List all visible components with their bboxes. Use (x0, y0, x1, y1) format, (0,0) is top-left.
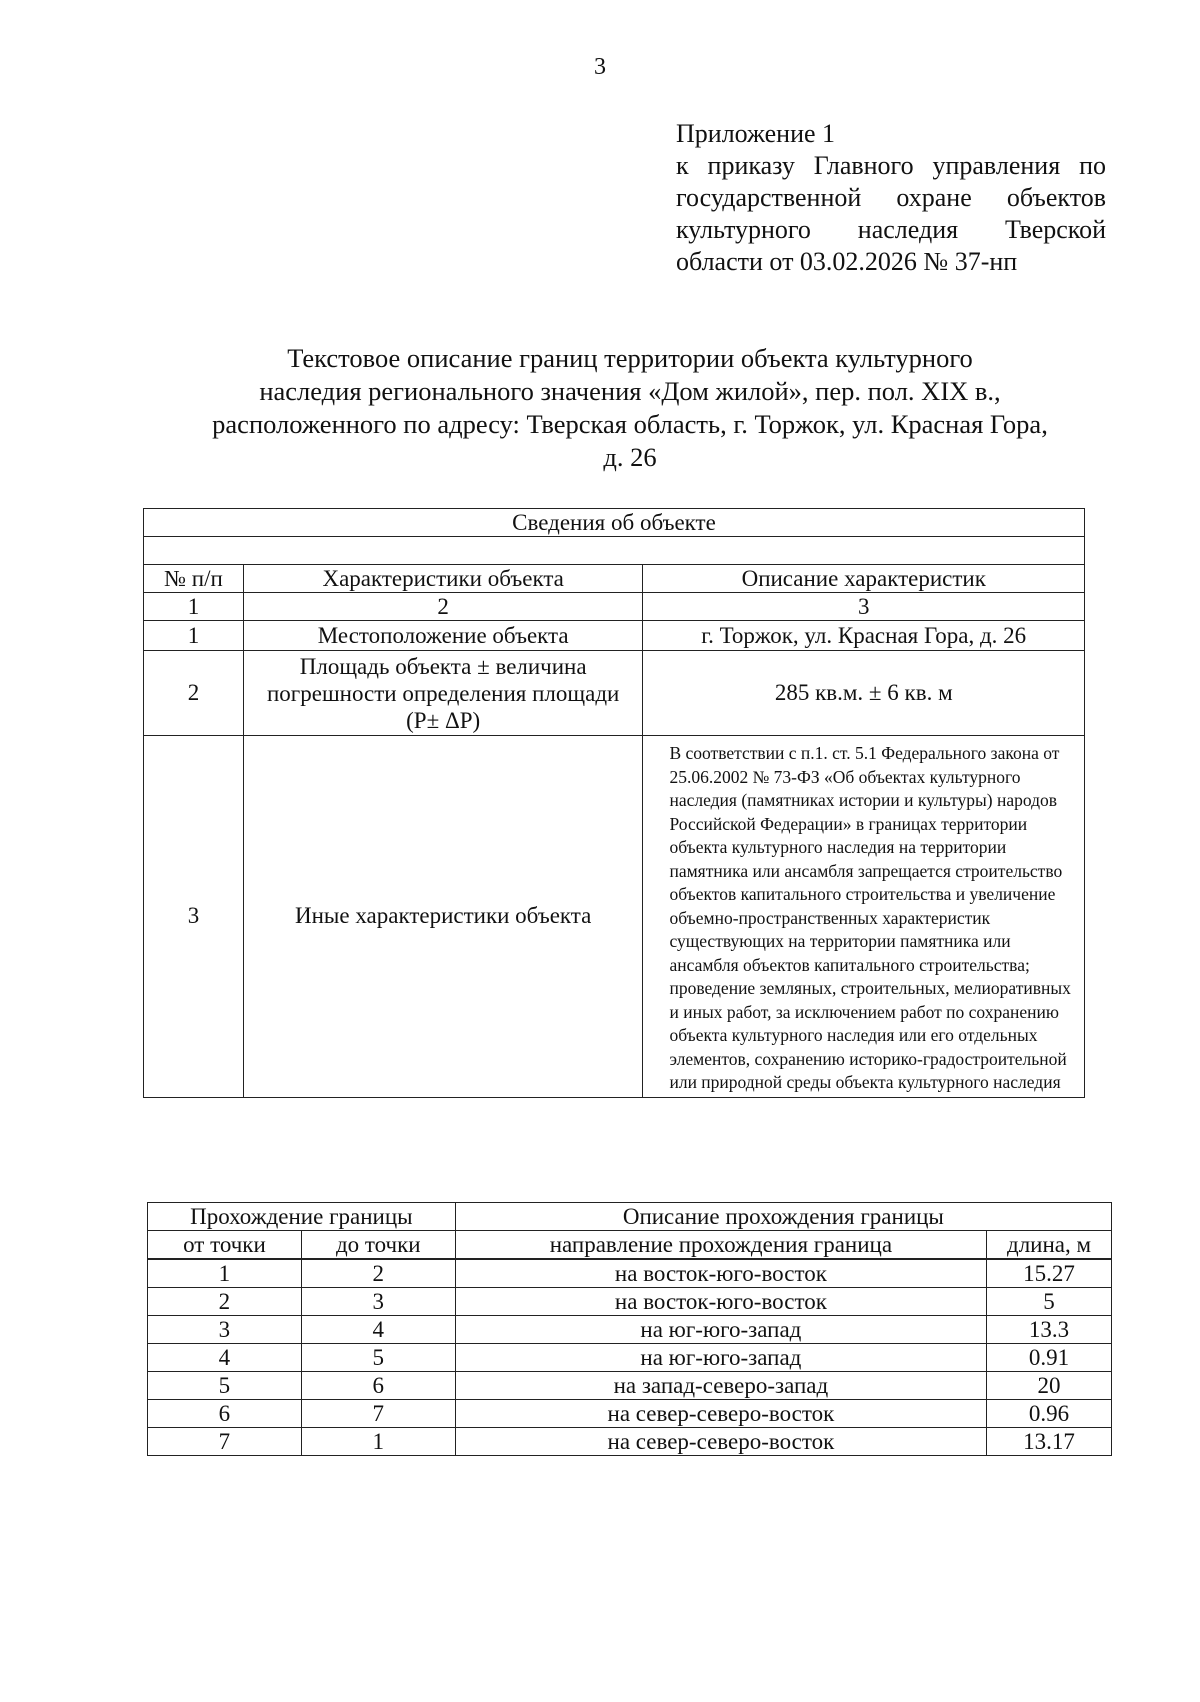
from-point: 3 (148, 1316, 302, 1344)
heading-line: д. 26 (603, 442, 657, 472)
direction-cell: на юг-юго-запад (455, 1344, 986, 1372)
table-row (148, 1428, 1112, 1456)
column-number: 3 (643, 593, 1085, 621)
to-point: 7 (301, 1400, 455, 1428)
page-number: 3 (594, 54, 606, 80)
from-point: 2 (148, 1288, 302, 1316)
table-row (144, 736, 1085, 1098)
from-point: 7 (148, 1428, 302, 1456)
characteristic-line: (Р± ΔР) (406, 707, 481, 733)
to-point: 3 (301, 1288, 455, 1316)
table-row (148, 1259, 1112, 1288)
heading-line: расположенного по адресу: Тверская область, г. Торжок, ул. Красная Гора, (212, 409, 1048, 439)
heading-line: наследия регионального значения «Дом жилой», пер. пол. XIX в., (259, 376, 1001, 406)
length-cell: 13.17 (987, 1428, 1112, 1456)
column-header: от точки (148, 1231, 302, 1260)
to-point: 1 (301, 1428, 455, 1456)
column-number: 1 (144, 593, 244, 621)
from-point: 5 (148, 1372, 302, 1400)
description-cell: г. Торжок, ул. Красная Гора, д. 26 (643, 621, 1085, 651)
table-row (148, 1344, 1112, 1372)
direction-cell: на север-северо-восток (455, 1428, 986, 1456)
direction-cell: на восток-юго-восток (455, 1288, 986, 1316)
column-header: длина, м (987, 1231, 1112, 1260)
row-number: 1 (144, 621, 244, 651)
column-header: Характеристики объекта (243, 565, 643, 593)
object-info-table (143, 508, 1085, 1098)
column-header: Описание характеристик (643, 565, 1085, 593)
direction-cell: на север-северо-восток (455, 1400, 986, 1428)
characteristic-line: Площадь объекта ± величина (299, 653, 587, 679)
column-number: 2 (243, 593, 643, 621)
table-row (144, 651, 1085, 736)
characteristic-cell: Иные характеристики объекта (243, 736, 643, 1098)
table-row (148, 1316, 1112, 1344)
direction-cell: на запад-северо-запад (455, 1372, 986, 1400)
table-row (144, 621, 1085, 651)
length-cell: 5 (987, 1288, 1112, 1316)
characteristic-cell (243, 651, 643, 736)
boundary-table (147, 1202, 1112, 1456)
direction-cell: на юг-юго-запад (455, 1316, 986, 1344)
empty-row (144, 537, 1085, 565)
from-point: 4 (148, 1344, 302, 1372)
appendix-text: к приказу Главного управления по государственной охране объектов культурного наследия Тверской области от 03.02.2026 № 37-нп (676, 151, 1106, 276)
from-point: 1 (148, 1259, 302, 1288)
row-number: 2 (144, 651, 244, 736)
length-cell: 20 (987, 1372, 1112, 1400)
column-header: до точки (301, 1231, 455, 1260)
length-cell: 0.96 (987, 1400, 1112, 1428)
row-number: 3 (144, 736, 244, 1098)
length-cell: 13.3 (987, 1316, 1112, 1344)
column-header: № п/п (144, 565, 244, 593)
table-row (148, 1400, 1112, 1428)
table-row (148, 1288, 1112, 1316)
characteristic-line: погрешности определения площади (267, 680, 620, 706)
header-description: Описание прохождения границы (455, 1203, 1111, 1231)
column-header: направление прохождения граница (455, 1231, 986, 1260)
table-row (148, 1372, 1112, 1400)
appendix-block (676, 118, 1106, 278)
document-heading (130, 342, 1130, 474)
appendix-title: Приложение 1 (676, 119, 836, 148)
description-cell: В соответствии с п.1. ст. 5.1 Федерального закона от 25.06.2002 № 73-ФЗ «Об объектах культурного наследия (памятниках истории и культуры) народов Российской Федерации» в границах территории объекта культурного наследия на территории памятника или ансамбля запрещается строительство объектов капитального строительства и увеличение объемно-пространственных характеристик существующих на территории памятника или ансамбля объектов капитального строительства; проведение земляных, строительных, мелиоративных и иных работ, за исключением работ по сохранению объекта культурного наследия или его отдельных элементов, сохранению историко-градостроительной или природной среды объекта культурного наследия (643, 736, 1085, 1098)
to-point: 2 (301, 1259, 455, 1288)
to-point: 6 (301, 1372, 455, 1400)
length-cell: 15.27 (987, 1259, 1112, 1288)
from-point: 6 (148, 1400, 302, 1428)
to-point: 4 (301, 1316, 455, 1344)
description-cell: 285 кв.м. ± 6 кв. м (643, 651, 1085, 736)
length-cell: 0.91 (987, 1344, 1112, 1372)
header-passage: Прохождение границы (148, 1203, 456, 1231)
direction-cell: на восток-юго-восток (455, 1259, 986, 1288)
heading-line: Текстовое описание границ территории объекта культурного (287, 343, 973, 373)
table-caption: Сведения об объекте (144, 509, 1085, 537)
characteristic-cell: Местоположение объекта (243, 621, 643, 651)
to-point: 5 (301, 1344, 455, 1372)
